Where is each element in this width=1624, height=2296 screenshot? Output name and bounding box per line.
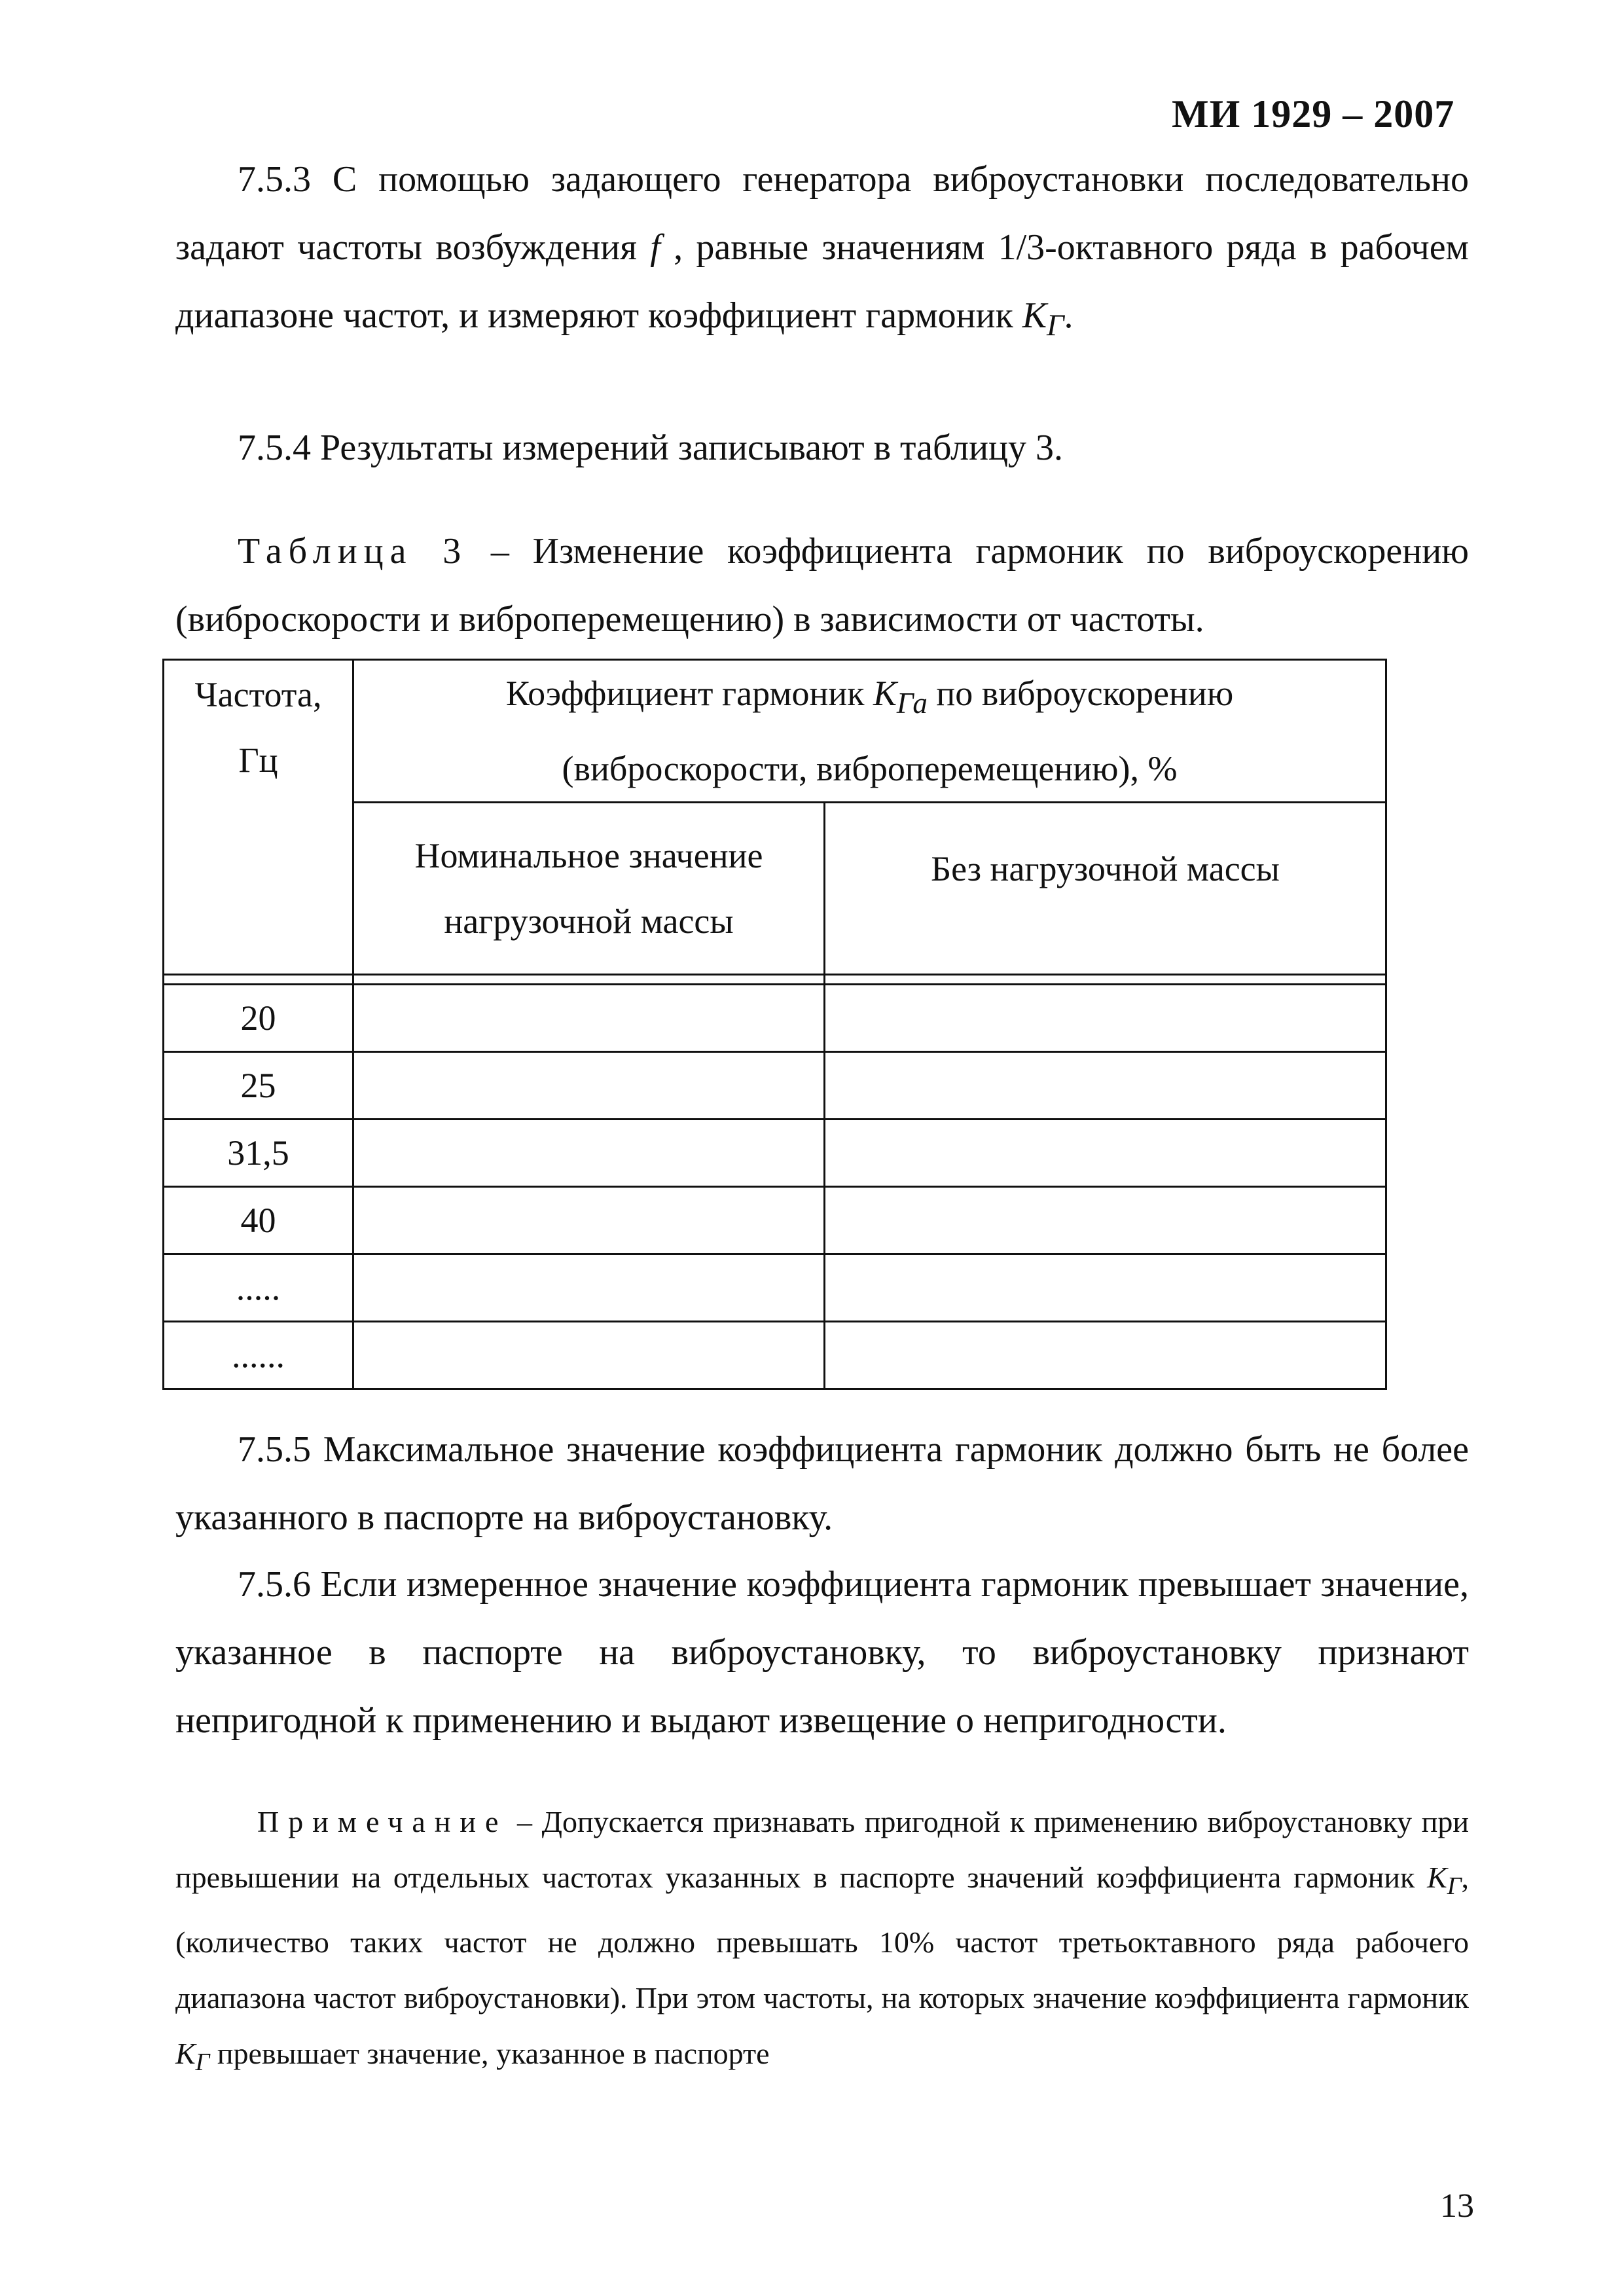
page-number: 13 xyxy=(1440,2187,1474,2225)
note-k2-subscript: Г xyxy=(195,2049,210,2077)
paragraph-7-5-5 xyxy=(175,1415,1469,1552)
note-k2-letter: К xyxy=(175,2037,196,2071)
table-caption xyxy=(175,517,1469,653)
header-frequency xyxy=(164,660,353,975)
note xyxy=(175,1794,1469,2090)
cell-nominal xyxy=(353,1051,825,1119)
note-k1-symbol xyxy=(1427,1861,1462,1901)
table-row xyxy=(164,1186,1386,1254)
table-row xyxy=(164,984,1386,1051)
header-harmonic-line2: (виброскорости, виброперемещению), % xyxy=(562,748,1178,788)
cell-no-mass xyxy=(825,1119,1386,1186)
note-text-3: превышает значение, указанное в паспорте xyxy=(209,2037,770,2071)
cell-nominal xyxy=(353,1186,825,1254)
cell-no-mass xyxy=(825,1321,1386,1389)
row-frequency: ...... xyxy=(164,1321,353,1389)
table-caption-text: – Изменение коэффициента гармоник по виброускорению (виброскорости и виброперемещению) в зависимости от частоты. xyxy=(175,531,1469,640)
cell-no-mass xyxy=(825,1186,1386,1254)
header-frequency-line1: Частота, xyxy=(194,675,322,714)
cell-nominal xyxy=(353,1119,825,1186)
cell-no-mass xyxy=(825,1254,1386,1321)
p753-text-a: 7.5.3 С помощью задающего генератора виброустановки последовательно задают частоты возбуждения xyxy=(175,159,1469,268)
table-caption-label: Таблица 3 xyxy=(238,531,468,572)
p753-text-b: , равные значениям 1/3-октавного ряда в рабочем диапазоне частот, и измеряют коэффициент гармоник xyxy=(175,227,1469,336)
paragraph-7-5-4 xyxy=(175,414,1469,482)
p754-text: 7.5.4 Результаты измерений записывают в таблицу 3. xyxy=(238,428,1064,468)
note-k1-subscript: Г xyxy=(1447,1872,1462,1901)
header-harmonic-text-2: по виброускорению xyxy=(927,674,1234,713)
document-number: МИ 1929 – 2007 xyxy=(1172,92,1455,136)
header-harmonic-line1 xyxy=(354,661,1385,736)
note-label: Примечание xyxy=(257,1805,508,1838)
header-frequency-line2: Гц xyxy=(238,740,278,780)
header-harmonic-text: Коэффициент гармоник xyxy=(505,674,874,713)
paragraph-7-5-6 xyxy=(175,1550,1469,1755)
kga-subscript: Га xyxy=(896,686,928,720)
header-harmonic-coefficient xyxy=(353,660,1386,803)
table-header-divider xyxy=(164,974,1386,984)
table-row xyxy=(164,1051,1386,1119)
f-symbol: f xyxy=(650,227,660,268)
cell-nominal xyxy=(353,1321,825,1389)
cell-no-mass xyxy=(825,984,1386,1051)
table-row xyxy=(164,1254,1386,1321)
row-frequency: 20 xyxy=(164,984,353,1051)
row-frequency: ..... xyxy=(164,1254,353,1321)
note-text-1: – Допускается признавать пригодной к применению виброустановку при превышении на отдельных частотах указанных в паспорте значений коэффициента гармоник xyxy=(175,1805,1469,1894)
k-subscript: Г xyxy=(1046,308,1064,343)
k-letter: К xyxy=(1022,295,1047,336)
header-no-mass: Без нагрузочной массы xyxy=(825,802,1386,974)
header-nominal-mass xyxy=(353,802,825,974)
paragraph-7-5-3 xyxy=(175,145,1469,359)
table-3 xyxy=(162,659,1387,1390)
note-k2-symbol xyxy=(175,2037,210,2077)
p755-text: 7.5.5 Максимальное значение коэффициента гармоник должно быть не более указанного в паспорте на виброустановку. xyxy=(175,1429,1469,1538)
p753-end: . xyxy=(1064,295,1074,336)
table-row xyxy=(164,1119,1386,1186)
p756-text: 7.5.6 Если измеренное значение коэффициента гармоник превышает значение, указанное в паспорте на виброустановку, то виброустановку признают непригодной к применению и выдают извещение о непригодности. xyxy=(175,1564,1469,1741)
k-symbol xyxy=(1022,295,1064,343)
header-nominal-line2: нагрузочной массы xyxy=(444,901,734,941)
header-nominal-line1: Номинальное значение xyxy=(414,835,763,875)
table-row xyxy=(164,1321,1386,1389)
row-frequency: 25 xyxy=(164,1051,353,1119)
kga-symbol xyxy=(873,674,928,720)
row-frequency: 31,5 xyxy=(164,1119,353,1186)
note-k1-letter: К xyxy=(1427,1861,1447,1894)
kga-letter: К xyxy=(873,674,897,713)
row-frequency: 40 xyxy=(164,1186,353,1254)
cell-no-mass xyxy=(825,1051,1386,1119)
cell-nominal xyxy=(353,984,825,1051)
note-text-2: , (количество таких частот не должно превышать 10% частот третьоктавного ряда рабочего диапазона частот виброустановки). При этом частоты, на которых значение коэффициента гармоник xyxy=(175,1861,1469,2015)
cell-nominal xyxy=(353,1254,825,1321)
